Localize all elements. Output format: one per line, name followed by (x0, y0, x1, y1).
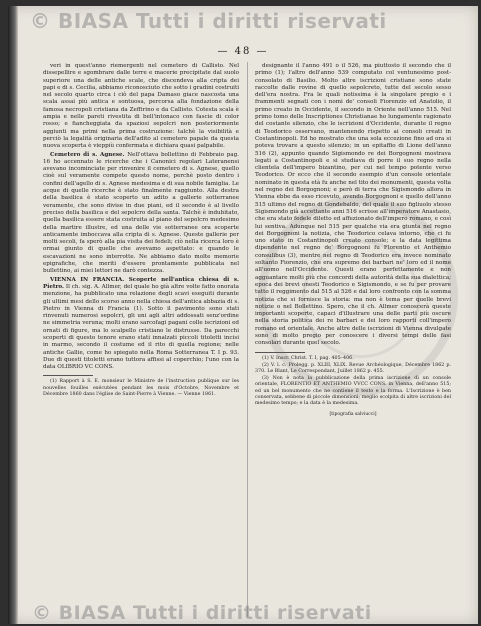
section-heading: VIENNA IN FRANCIA. Scoperte nell'antica chiesa di s. Pietro. (43, 276, 239, 290)
footnote-rule (43, 375, 93, 376)
book-spine-shadow (8, 6, 18, 624)
footnote: (1) Rapport à S. E. monsieur le Ministre de l'instruction publique sur les nouvelles fouilles exécutées pendant les mois d'Octobre, Novembre et Décembre 1860 dans l'église de Saint-Pierre à Vienne. — Vienne 1861. (43, 379, 239, 397)
printer-imprint: [tipografia salviucci] (329, 412, 377, 418)
section (43, 152, 239, 276)
footnote: (2) V. l. c. Prolegg. p. XLIII, XLIX. Revue Archéologique, Décembre 1862 p. 370. Le Blant, Le Correspondant, Juillet 1862 p. 455. (255, 362, 451, 374)
watermark-top: © BIASA Tutti i diritti riservati (30, 9, 387, 33)
watermark-bottom: © BIASA Tutti i diritti riservati (32, 602, 372, 624)
page-number: — 48 — (217, 46, 269, 57)
footnote: (1) V. Inscr. Christ. T. I, pag. 405–406. (262, 355, 354, 361)
footnote: (3) Non è nota la pubblicazione della prima iscrizione di un console orientale, FLORENTIO ET ANTHEMIO VVCC CONS. in Vienna, dell'anno 515; ed un bel monumento che ne contiene il testo e la forma. L'Iscrizione è ben conservata, sebbene di piccole dimensioni; meglio scolpita di altre iscrizioni del medesimo tempo; e la data è la medesima. (255, 376, 451, 406)
right-column (255, 63, 451, 419)
left-column (43, 63, 239, 399)
section-text: Nell'ottava bollettino di Febbraio pag. 16 ho accennato le ricerche che i Canonici regolari Lateranensi avevano incominciate per rinvenire il cemetero di s. Agnese, quello cioè sul veramente compete questo nome, perchè posto dentro i confini dell'agello di s. Agnese medesima e di sua nobile famiglia. Le acque di quelle ricerche è stato finalmente raggiunto. Alla destra della basilica è stato scoperto un adito a gallerie sotterranee veramente, che sono divise in due piani, ed il secondo è al livello preciso della basilica e del sepolcro della santa. Talchè è indubitato, quella basilica essere stata costruita al piano del sepolcro medesimo della martire illustre, ed una delle vie sotterranee ora scoperte anticamente imboccava alla cripta di s. Agnese. Queste gallerie per molti secoli, fa sperò alla pia visita dei fedeli; ciò nella ricerca loro è ormai giunto di quelle che avevamo aspettato: e quando le escavazioni ne sono interrotte. Ne abbiamo dato molte memorie epigrafiche, che meriti d'essere prontamente pubblicata nel bullettino, ai miei lettori ne darò contezza. (43, 151, 239, 275)
section (43, 277, 239, 372)
paragraph: veri in quest'anno riemergenti nel cemetero di Callisto. Nel dissepellire e sgombrare dalle terre e macerie precipitate dal suolo superiore una delle antiche scale, che discendeva alla cripta dei papi e di s. Cecilia, abbiamo riconosciuto che sotto i gradini costruiti nel secolo quarto circa i ciò del papa Damaso giace nascosta una scala assai più antica e sontuosa, percorsa alla fondazione della famosa necropoli cristiana da Zeffirino e da Callisto. Cotesta scala è ampia e nelle pareti rivestita di bell'intonaco con fascie di color rosso; e fiancheggiata da spaziosi sepolcri non posteriormente aggiunti ma primi nella prima costruzione: talchè la visibilità e perciò la legalità originaria dell'adito al cemetero papale da questa nuova scoperta è vieppiù confermata e dichiara quasi palpabile. (43, 63, 239, 150)
section-text: Il ch. sig. A. Allmer, del quale ho già altre volte fatto onorata menzione, ha pubblicato una relazione degli scavi eseguiti durante gli ultimi mesi dello scorso anno nella chiesa dell'antica abbazia di s. Pietro in Vienna di Francia (1). Sotto il pavimento sono stati rinvenuti numerosi sepolcri, gli uni agli altri addossati senz'ordine ne simmetria veruna; molti erano sarcofagi pagani colle iscrizioni ed ornati di figure, ma lo scalpello cristiano le distrusse. Da parecchi scoperti di questo tenore erano stati innalzati piccoli titoletti incisi in marmo, secondo il costume ed il rito di quella regione; nelle antiche Gallie, come ho spiegato nella Roma Sotterranea T. I p. 93. Due di questi titoletti erano tuttora affissi al coperchio; l'uno con la data OLIBRIO VC CONS. (43, 283, 239, 371)
column-divider (247, 62, 248, 617)
document-page (8, 6, 478, 624)
footnote-rule (255, 352, 305, 353)
paragraph: designante il l'anno 491 o il 526, ma piuttosto il secondo che il primo (1); l'altro dell'anno 539 computato col ventunesimo post-consolato di Basilio. Molto altre iscrizioni cristiane sono state raccolte dalle rovine di quello sepolcreto, tutte del secolo sesso dell'era nostra. Fra le quali notissima è la singolare pregio e i frammenti segnati con i nomi de' consoli Fiorenzio ed Anatolio, il primo creato in Occidente, il secondo in Oriente nell'anno 515. Nel primo tomo delle Inscriptiones Christianae ho lungamente ragionato del costante silenzio, che le iscrizioni d'Occidente, durante il regno di Teodorico osservano, mantenendo rispetto ai consoli creati in Costantinopoli. Ed ho mostrato che una sola eccezione fino ad ora si poteva trovare a questo silenzio; in un epitaffio di Lione dell'anno 516 (2), appunto quando Sigismondo re dei Borgognoni mostrava legati a Costantinopoli e si studiava di porre il suo regno nella clientela dell'impero bizantino, per cui nel tempo potente verso Teodorico. Or ecco che il secondo esempio d'un console orientale nominato in questa età fu anche nel tito dei monumenti, questa volta nel regno dei Borgognoni; e però di terra che Sigismondo allora in Vienna ebbe da esso ricevuto, avendo Borgognoni e quello dell'anno 515 ultimo del regno di Gondebaldo, del quale il suo figliuolo stesso Sigismondo già accettante anni 516 scrisse all'imperatore Anastasio, che era stato fedele diletto ed affezionato dell'impero romano, e così lui sentiva. Adunque nel 515 per qualche via era giunta nel regno dei Borgognoni la notizia, che Teodorico celava intorno, che ci fu uno stato in Costantinopoli creato console; e la data legittima dipendente nel regno de' Borgognoni fu Florentio et Anthemio consulibus (3), mentre nel regno di Teodorico era invece nominato soltanto Fiorenzio, che era supremo dei barbari ne’ loro ed il nome all'uomo nell'Occidente. Questi erano perfettamente e non agguantare molti più che concordi della autorità della sua dialettica; epoca dei brevi onesti Teodorico e Sigismondo, e se fu per provare tutto il reggimento dal 515 al 526 e dal loro confronto con la somma notizia che si fornisce la storia: ma non è tema per quelle brevi notizie o nel Bollettino. Spero, che il ch. Allmer conoscerà queste importanti scoperte, capaci d'illustrare una delle parti più oscure nella storia politica dei re barbari e dei loro rapporti coll'impero romano ed orientale. Anche altre delle iscrizioni di Vienna divulgate sono di molto pregio per conoscere i diversi tempi delle fasi consolari durante quel secolo. (255, 63, 451, 347)
section-heading: Cemetero di s. Agnese. (50, 151, 125, 158)
